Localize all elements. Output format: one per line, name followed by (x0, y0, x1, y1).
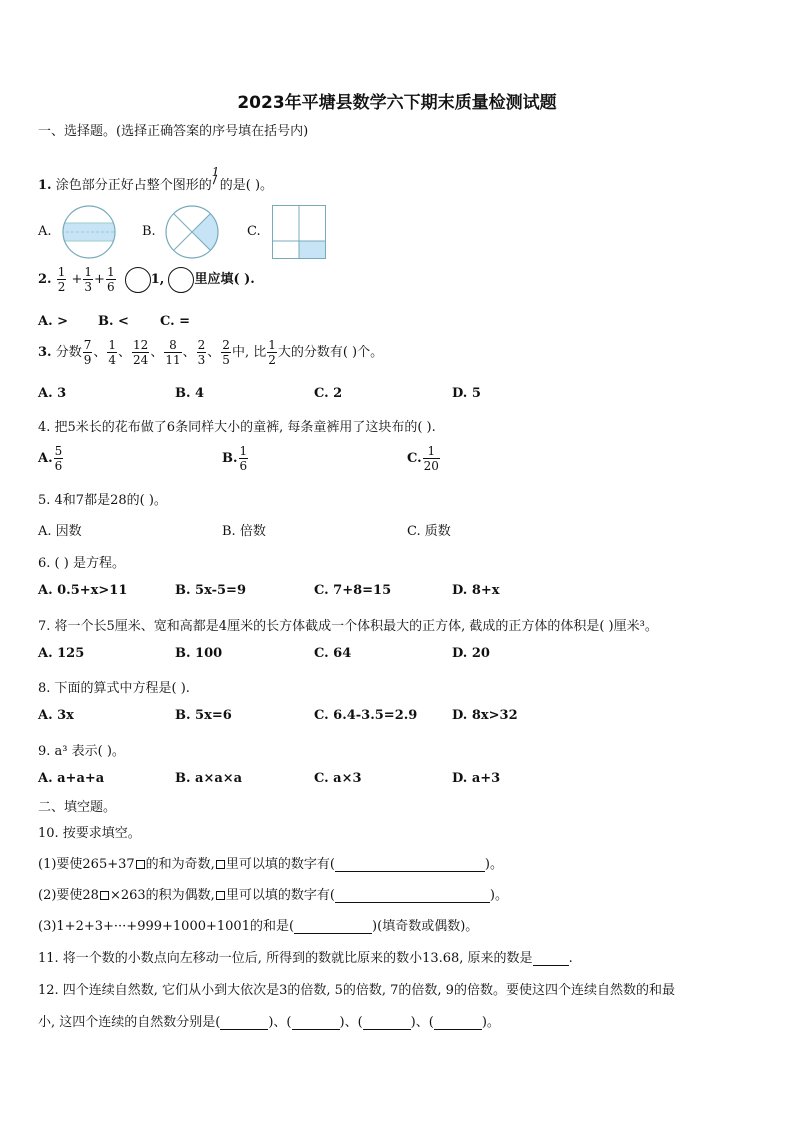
question-10: 10. 按要求填空。 (38, 826, 141, 841)
q11-answer-blank[interactable] (533, 965, 569, 966)
q1-stem-b: 的是( )。 (219, 178, 274, 193)
q1-option-b-circle-figure (164, 205, 220, 259)
question-9: 9. a³ 表示( )。 (38, 744, 125, 759)
q9-option-c: C. a×3 (314, 771, 362, 786)
q7-option-a: A. 125 (38, 646, 85, 661)
question-11: 11. 将一个数的小数点向左移动一位后, 所得到的数就比原来的数小13.68, 原来的数是 . (38, 951, 573, 966)
q10-part-3: (3)1+2+3+···+999+1000+1001的和是( )(填奇数或偶数)。 (38, 919, 479, 934)
page-title: 2023年平塘县数学六下期末质量检测试题 (237, 93, 557, 113)
q2-tail: 里应填( ). (194, 272, 255, 287)
q10-blank-square-icon (216, 891, 225, 900)
q1-stem-a: 涂色部分正好占整个图形的 (55, 178, 212, 193)
question-8: 8. 下面的算式中方程是( ). (38, 681, 190, 696)
q12-answer-blank-4[interactable] (434, 1029, 482, 1030)
q9-option-b: B. a×a×a (175, 771, 243, 786)
q3-fraction-5: $\frac{2}{3}$ (197, 338, 206, 367)
q12-answer-blank-3[interactable] (363, 1029, 411, 1030)
q2-option-c: C. = (160, 314, 191, 329)
q3-compare-fraction: $\frac{1}{2}$ (268, 338, 276, 367)
q4-option-b: B. $\frac{1}{6}$ (222, 444, 248, 473)
q3-option-d: D. 5 (452, 386, 481, 401)
section-heading-fill: 二、填空题。 (38, 800, 117, 815)
question-6: 6. ( ) 是方程。 (38, 556, 125, 571)
question-12-line-1: 12. 四个连续自然数, 它们从小到大依次是3的倍数, 5的倍数, 7的倍数, 9的倍数。要使这四个连续自然数的和最 (38, 983, 675, 998)
q2-option-a: A. > (38, 314, 69, 329)
q2-fraction-1: $\frac{1}{2}$ (57, 265, 66, 294)
q1-option-a-label: A. (38, 224, 52, 239)
q9-option-a: A. a+a+a (38, 771, 105, 786)
q6-option-d: D. 8+x (452, 583, 500, 598)
q2-answer-circle-1[interactable] (125, 267, 151, 293)
q3-option-b: B. 4 (175, 386, 205, 401)
q3-option-c: C. 2 (314, 386, 343, 401)
q10-blank-square-icon (100, 891, 109, 900)
question-12-line-2: 小, 这四个连续的自然数分别是( )、( )、( )、( )。 (38, 1015, 500, 1030)
section-heading-choice: 一、选择题。(选择正确答案的序号填在括号内) (38, 124, 309, 139)
q3-option-a: A. 3 (38, 386, 67, 401)
q10-blank-square-icon (216, 860, 225, 869)
q4-option-a: A. $\frac{5}{6}$ (38, 444, 63, 473)
q3-tail: 大的分数有( )个。 (277, 345, 384, 360)
q8-option-b: B. 5x=6 (175, 708, 232, 723)
q3-fraction-1: $\frac{7}{9}$ (83, 338, 92, 367)
q1-option-c-label: C. (247, 224, 261, 239)
q1-option-c-square-figure (272, 205, 326, 259)
q10-part-1: (1)要使265+37 的和为奇数, 里可以填的数字有( )。 (38, 857, 503, 872)
q12-answer-blank-2[interactable] (292, 1029, 340, 1030)
q1-number: 1. (38, 178, 52, 193)
question-5: 5. 4和7都是28的( )。 (38, 493, 167, 508)
q3-fraction-6: $\frac{2}{5}$ (222, 338, 230, 367)
q7-option-b: B. 100 (175, 646, 223, 661)
q6-option-a: A. 0.5+x>11 (38, 583, 128, 598)
q5-option-a: A. 因数 (38, 524, 82, 539)
q2-plus-2: + (94, 272, 105, 287)
question-1 (38, 165, 274, 193)
q3-number: 3. (38, 345, 52, 360)
q7-option-d: D. 20 (452, 646, 490, 661)
question-7: 7. 将一个长5厘米、宽和高都是4厘米的长方体截成一个体积最大的正方体, 截成的正方体的体积是( )厘米³。 (38, 619, 658, 634)
q3-fraction-3: $\frac{12}{24}$ (133, 338, 149, 367)
q2-plus-1: + (71, 272, 83, 287)
question-3: 3. 分数 $\frac{7}{9}$ 、 $\frac{1}{4}$ 、 $\frac{12}{24}$ 、 $\frac{8}{11}$ 、 $\frac{2}{3}$ 、 $\frac{2}{5}$ 中, 比 $\frac{1}{2}$ 大的分数有( )个。 (38, 338, 384, 367)
q6-option-b: B. 5x-5=9 (175, 583, 246, 598)
q10-part-3-answer-blank[interactable] (294, 933, 372, 934)
question-2 (38, 266, 255, 293)
q2-option-b: B. < (98, 314, 129, 329)
q10-part-1-answer-blank[interactable] (335, 871, 485, 872)
q3-lead: 分数 (55, 345, 82, 360)
q3-fraction-4: $\frac{8}{11}$ (165, 338, 181, 367)
q1-option-a-circle-figure (61, 205, 117, 259)
q5-option-b: B. 倍数 (222, 524, 266, 539)
q2-fraction-2: $\frac{1}{3}$ (84, 265, 93, 294)
q10-part-2: (2)要使28 ×263的积为偶数, 里可以填的数字有( )。 (38, 888, 508, 903)
q8-option-a: A. 3x (38, 708, 74, 723)
q7-option-c: C. 64 (314, 646, 352, 661)
q9-option-d: D. a+3 (452, 771, 501, 786)
q5-option-c: C. 质数 (407, 524, 451, 539)
q2-one: 1, (150, 272, 165, 287)
q12-answer-blank-1[interactable] (220, 1029, 268, 1030)
question-4: 4. 把5米长的花布做了6条同样大小的童裤, 每条童裤用了这块布的( ). (38, 420, 436, 435)
q6-option-c: C. 7+8=15 (314, 583, 392, 598)
q1-option-b-label: B. (142, 224, 156, 239)
q3-fraction-2: $\frac{1}{4}$ (108, 338, 117, 367)
q8-option-c: C. 6.4-3.5=2.9 (314, 708, 418, 723)
q1-fraction-numerator: 1 (211, 165, 220, 179)
q2-answer-circle-2[interactable] (168, 267, 194, 293)
q10-part-2-answer-blank[interactable] (335, 902, 490, 903)
q8-option-d: D. 8x>32 (452, 708, 518, 723)
q10-blank-square-icon (136, 860, 145, 869)
q3-mid: 中, 比 (231, 345, 267, 360)
q2-fraction-3: $\frac{1}{6}$ (106, 265, 115, 294)
q4-option-c: C. $\frac{1}{20}$ (407, 444, 439, 473)
q2-number: 2. (38, 272, 52, 287)
